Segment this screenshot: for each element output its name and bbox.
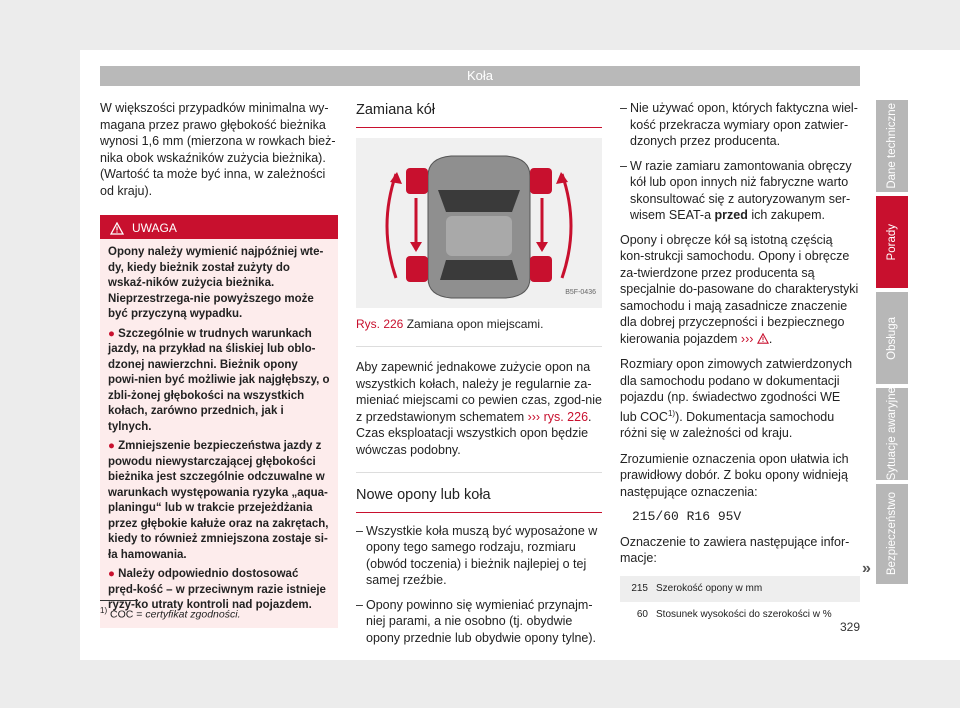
text-part: W razie zamiaru zamontowania obręczy kół lub opon innych niż fabryczne warto skonsultować się z autoryzowanym ser-wisem SEAT-a [630, 158, 852, 222]
tire-code-table [620, 576, 860, 629]
paragraph-info: Oznaczenie to zawiera następujące infor-macje: [620, 534, 850, 566]
list-item [620, 158, 860, 224]
warning-body [100, 239, 338, 628]
figure-caption [356, 316, 602, 333]
section-title-new-tires: Nowe opony lub koła [356, 485, 602, 513]
table-cell-key: 215 [631, 582, 648, 594]
caption-text: Zamiana opon miejscami. [406, 316, 544, 331]
tab-label: Porady [886, 223, 898, 261]
section-title-rotation: Zamiana kół [356, 100, 602, 128]
warning-triangle-icon [757, 333, 769, 344]
warning-header [100, 217, 338, 239]
dash-marker: – [356, 597, 363, 612]
tire-code: 215/60 R16 95V [632, 509, 742, 525]
car-top-view-illustration [356, 138, 602, 308]
warning-link[interactable]: ››› [740, 331, 754, 346]
tab-label: Sytuacje awaryjne [886, 387, 898, 481]
caption-ref: Rys. 226 [356, 316, 404, 331]
tab-label: Dane techniczne [886, 103, 898, 189]
paragraph-markings: Zrozumienie oznaczenia opon ułatwia ich prawidłowy dobór. Z boku opony widnieją następujące oznaczenia: [620, 451, 849, 499]
column-2 [356, 100, 602, 654]
bold-text: przed [714, 208, 748, 222]
list-item-text: Wszystkie koła muszą być wyposażone w opony tego samego rodzaju, rozmiaru (obwód toczenia) i bieżnik najlepiej o tej samej rzeźbie. [366, 523, 598, 587]
text-part: Opony i obręcze kół są istotną częścią kon-strukcji samochodu. Opony i obręcze za-twierdzone przez producenta są specjalnie do-pasowane do charakterystyki samochodu i mają zasadnicze znaczenie dla dobrej przyczepności i bezpiecznego kierowania pojazdem [620, 232, 859, 346]
divider [356, 472, 602, 473]
page-number: 329 [840, 620, 861, 634]
divider [356, 346, 602, 347]
warning-triangle-icon [110, 222, 124, 235]
warning-bullet-text: Należy odpowiednio dostosować pręd-kość – w przeciwnym razie istnieje ryzy-ko utraty kontroli nad pojazdem. [108, 568, 326, 611]
list-item [356, 523, 602, 589]
list-item-text: Opony powinno się wymieniać przynajm-niej parami, a nie osobno (tj. obydwie opony przednie lub obydwie opony tylne). [366, 597, 597, 645]
warning-bullet-2 [108, 439, 330, 563]
footnote-mark: 1) [100, 606, 108, 615]
table-cell-key: 60 [636, 609, 648, 621]
warning-bullet-text: Zmniejszenie bezpieczeństwa jazdy z powodu niewystarczającej głębokości bieżnika jest szczególnie odczuwalne w warunkach występowania ryzyka „aqua-planingu“ lub w trakcie przejeżdżania przez głębokie kałuże oraz na zakrętach, kiedy to również zmniejszona zostaje si-ła hamowania. [108, 440, 329, 561]
tab-bezpieczenstwo[interactable] [876, 484, 908, 584]
warning-paragraph: Opony należy wymienić najpóźniej wte-dy, kiedy bieżnik został zużyty do wskaź-ników zużycia bieżnika. Nieprzestrzega-nie powyższego może być przyczyną wypadku. [108, 246, 324, 320]
text-part: Rozmiary opon zimowych zatwierdzonych dla samochodu podano w dokumentacji pojazdu (np. świadectwo zgodności WE lub COC [620, 357, 853, 424]
footnote-ref: 1) [667, 408, 676, 418]
tab-label: Obsługa [886, 316, 898, 360]
warning-bullet-text: Szczególnie w trudnych warunkach jazdy, na przykład na śliskiej lub oblo-dzonej nawierzchni. Bieżnik opony powi-nien być możliwie jak najgłębszy, o zbli-żonej głębokości na wszystkich kołach, zarówno przednich, jak i tylnych. [108, 327, 330, 433]
dash-marker: – [620, 101, 627, 115]
figure-code: B5F-0436 [565, 289, 596, 296]
footnote-italic: certyfikat zgodności. [145, 608, 241, 621]
rotation-paragraph [356, 359, 602, 458]
table-cell-value: Szerokość opony w mm [656, 582, 763, 594]
continue-marker: » [862, 560, 871, 577]
column-3 [620, 100, 860, 629]
intro-paragraph: W większości przypadków minimalna wy-magana przez prawo głębokość bieżnika wynosi 1,6 mm (mierzona w rowkach bież-nika obok wskaźników zużycia bieżnika). (Wartość ta może być inna, w zależności od kraju). [100, 101, 336, 198]
bullet-icon: ● [108, 440, 115, 452]
rotation-text: Aby zapewnić jednakowe zużycie opon na wszystkich kołach, należy je regularnie za-mieniać miejscami co pewien czas, zgod-nie z przedstawionym schematem [356, 360, 602, 424]
table-row [620, 576, 860, 603]
warning-title: UWAGA [132, 220, 177, 235]
tab-obsluga[interactable] [876, 292, 908, 384]
list-item-text: Nie używać opon, których faktyczna wiel-kość przekracza wymiary opon zatwier-dzonych przez producenta. [630, 101, 858, 148]
list-item [620, 100, 860, 150]
tab-label: Bezpieczeństwo [886, 492, 898, 576]
footnote-divider [100, 600, 138, 601]
paragraph-rims: Opony i obręcze kół są istotną częścią kon-strukcji samochodu. Opony i obręcze za-twierdzone przez producenta są specjalnie do-pasowane do charakterystyki samochodu i mają zasadnicze znaczenie dla dobrej przyczepności i bezpiecznego kierowania pojazdem ››› . [620, 232, 859, 346]
bullet-icon: ● [108, 327, 115, 340]
warning-bullet-1 [108, 327, 330, 436]
text-part: ). Dokumentacja samochodu różni się w zależności od kraju. [620, 409, 835, 441]
rotation-text-end: . Czas eksploatacji wszystkich opon będzie wówczas podobny. [356, 409, 592, 457]
warning-box [100, 215, 338, 628]
tab-porady[interactable] [876, 196, 908, 288]
table-row [620, 602, 860, 629]
column-1 [100, 100, 338, 628]
text-part: ich zakupem. [747, 208, 825, 222]
table-cell-value: Stosunek wysokości do szerokości w % [656, 609, 832, 621]
figure-link[interactable]: ››› rys. 226 [527, 409, 589, 424]
list-item [356, 597, 602, 647]
tab-dane-techniczne[interactable] [876, 100, 908, 192]
footnote-text: COC = [110, 608, 146, 621]
bullet-icon: ● [108, 568, 115, 580]
dash-marker: – [620, 158, 627, 173]
list-item-text [630, 158, 860, 224]
paragraph-winter [620, 356, 860, 442]
footnote [100, 606, 241, 621]
page-header: Koła [100, 66, 860, 86]
tire-rotation-figure [356, 138, 602, 308]
tab-sytuacje-awaryjne[interactable] [876, 388, 908, 480]
dash-marker: – [356, 523, 363, 538]
